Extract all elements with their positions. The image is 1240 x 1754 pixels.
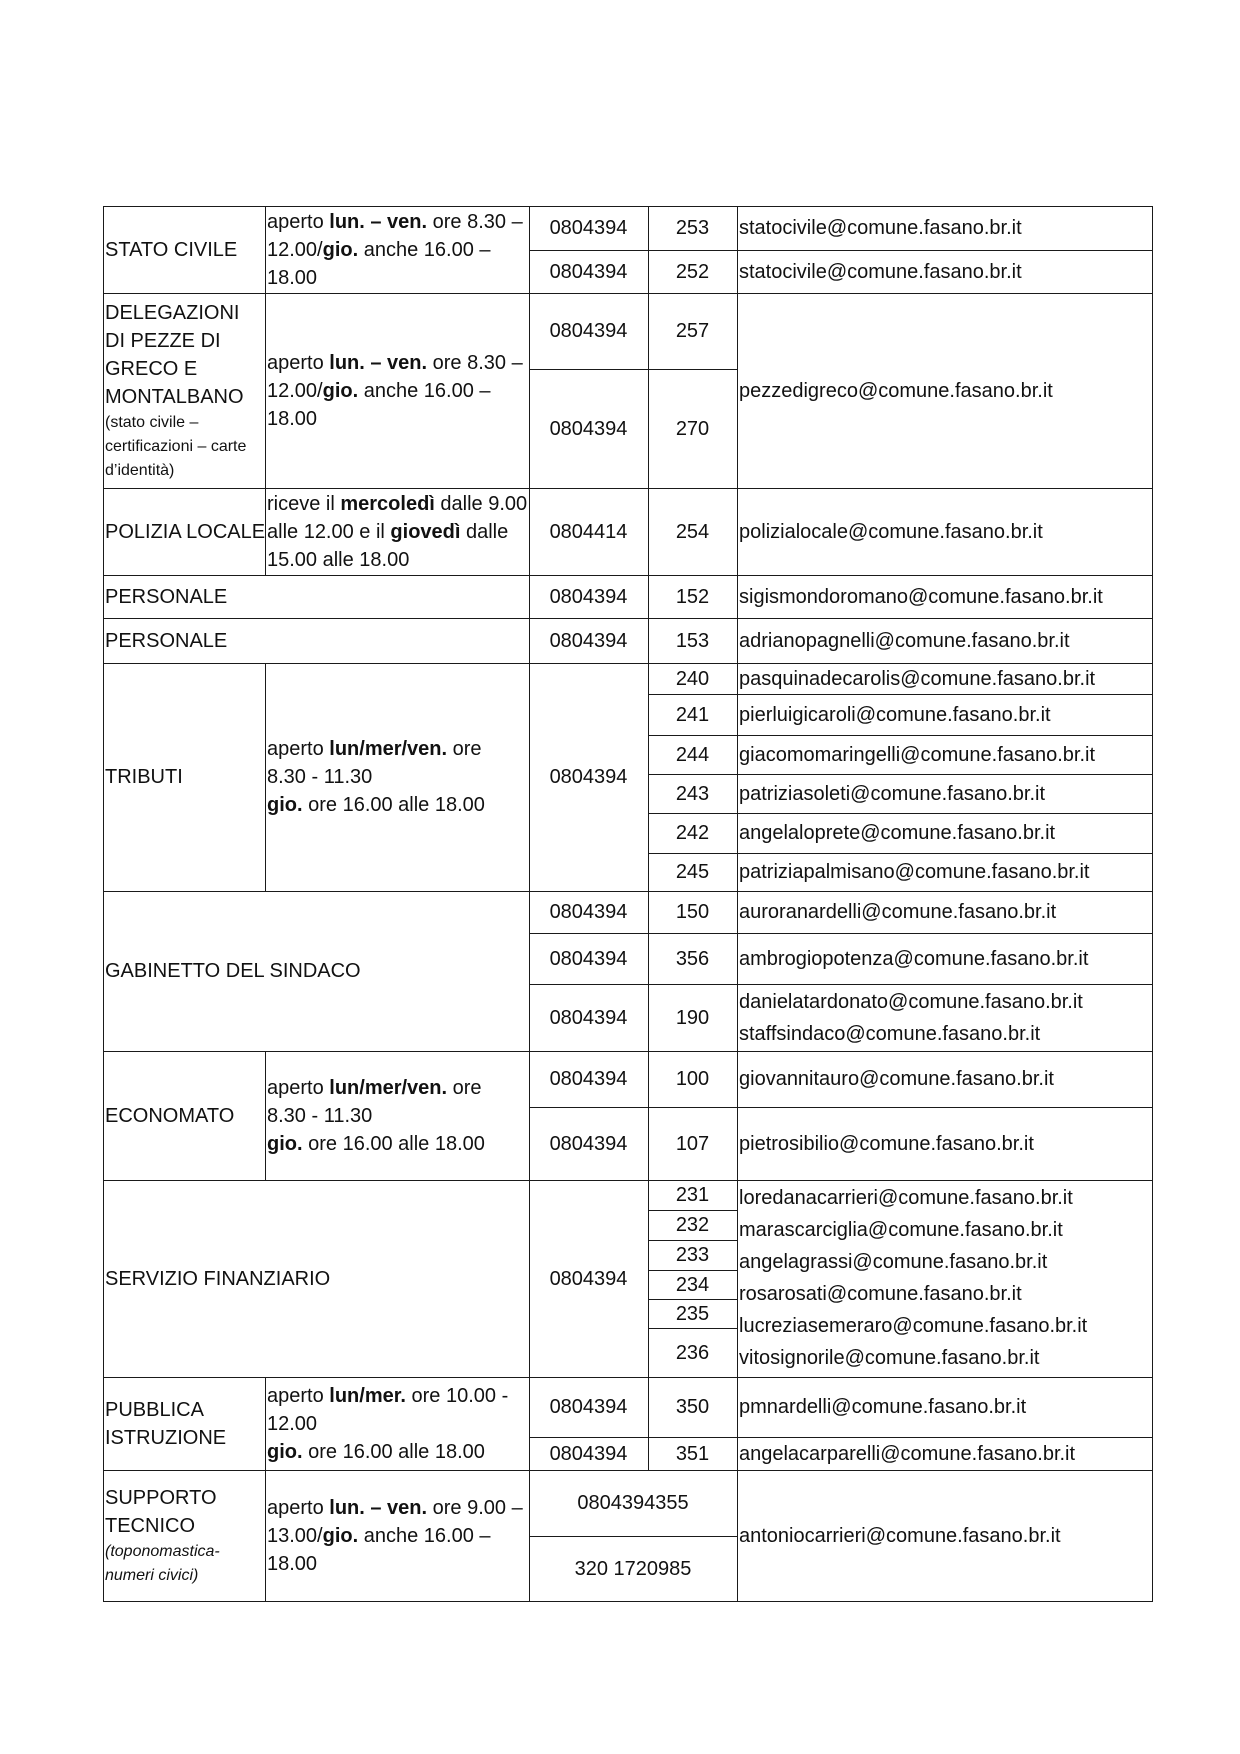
- email-address[interactable]: angelagrassi@comune.fasano.br.it: [739, 1251, 1048, 1273]
- phone-number: 0804394: [549, 1442, 628, 1465]
- office-note: (stato civile – certificazioni – carte d’identità): [105, 413, 247, 479]
- office-name: PERSONALE: [105, 629, 228, 652]
- hours-text: [267, 349, 529, 433]
- extension: 153: [675, 629, 710, 652]
- phone-number: 0804394: [549, 217, 628, 239]
- hours-text: [267, 1494, 529, 1578]
- hours-fragment: aperto: [267, 1384, 330, 1407]
- hours-line: 8.30 - 11.30: [267, 1104, 373, 1127]
- hours-fragment: aperto: [267, 1496, 330, 1519]
- hours-fragment: aperto: [267, 738, 330, 760]
- office-name-text: SUPPORTO TECNICO: [105, 1486, 217, 1537]
- extension: 244: [675, 743, 710, 766]
- phone-number: 0804394: [549, 417, 628, 440]
- phone-number: 0804394: [549, 585, 628, 608]
- office-name: PUBBLICA ISTRUZIONE: [105, 1398, 227, 1449]
- email-address[interactable]: statocivile@comune.fasano.br.it: [739, 260, 1022, 283]
- extension: 356: [675, 947, 710, 970]
- email-address[interactable]: pasquinadecarolis@comune.fasano.br.it: [739, 667, 1096, 690]
- email-address[interactable]: giacomomaringelli@comune.fasano.br.it: [739, 743, 1096, 766]
- extension: 236: [675, 1341, 710, 1364]
- email-address[interactable]: angelaloprete@comune.fasano.br.it: [739, 822, 1056, 844]
- phone-number: 0804394: [549, 947, 628, 970]
- hours-fragment: ore 9.00 – 13.00/: [267, 1496, 523, 1547]
- extension: 241: [675, 703, 710, 726]
- email-address[interactable]: danielatardonato@comune.fasano.br.it: [739, 990, 1083, 1013]
- hours-emphasis: lun/mer/ven.: [329, 1076, 448, 1099]
- extension: 235: [675, 1302, 710, 1325]
- hours-part: [267, 1385, 508, 1435]
- hours-fragment: ore: [447, 738, 482, 760]
- office-name: [103, 1470, 265, 1601]
- hours-fragment: aperto: [267, 210, 330, 233]
- hours-line: [267, 735, 482, 763]
- email-address[interactable]: angelacarparelli@comune.fasano.br.it: [739, 1442, 1076, 1465]
- office-name: STATO CIVILE: [105, 238, 238, 261]
- hours-text: [267, 1385, 508, 1435]
- hours-text: [267, 208, 529, 292]
- email-address[interactable]: pietrosibilio@comune.fasano.br.it: [739, 1132, 1034, 1155]
- extension: 242: [675, 822, 710, 844]
- phone-number: 0804414: [549, 520, 628, 543]
- hours-text: [267, 1441, 485, 1463]
- extension: 190: [675, 1006, 710, 1029]
- hours-emphasis: lun/mer/ven.: [329, 738, 448, 760]
- hours-emphasis: giovedì: [390, 520, 461, 543]
- hours-fragment: dalle 9.00 alle 12.00 e il: [267, 492, 528, 543]
- hours-emphasis: lun. – ven.: [329, 1496, 428, 1519]
- hours-fragment: ore 8.30 – 12.00/: [267, 351, 523, 402]
- hours-emphasis: gio.: [322, 238, 359, 261]
- email-address[interactable]: marascarciglia@comune.fasano.br.it: [739, 1219, 1063, 1241]
- extension: 351: [675, 1442, 710, 1465]
- opening-hours: [265, 663, 529, 891]
- email-address[interactable]: patriziapalmisano@comune.fasano.br.it: [739, 861, 1090, 883]
- table-border-bottom: [103, 1601, 1153, 1602]
- phone-number: 0804394: [549, 901, 628, 923]
- opening-hours: [265, 1377, 529, 1470]
- email-address[interactable]: loredanacarrieri@comune.fasano.br.it: [739, 1187, 1073, 1209]
- hours-fragment: anche 16.00 – 18.00: [267, 379, 491, 430]
- extension: 107: [675, 1132, 710, 1155]
- hours-emphasis: gio.: [267, 794, 303, 816]
- extension: 232: [675, 1214, 710, 1236]
- office-name: POLIZIA LOCALE: [105, 520, 265, 543]
- email-address[interactable]: adrianopagnelli@comune.fasano.br.it: [739, 629, 1070, 652]
- extension: 254: [675, 520, 710, 543]
- hours-fragment: aperto: [267, 1076, 330, 1099]
- extension: 234: [675, 1273, 710, 1296]
- hours-emphasis: lun/mer.: [329, 1384, 406, 1407]
- extension: 252: [675, 260, 710, 283]
- extension: 100: [675, 1068, 710, 1090]
- extension: 150: [675, 901, 710, 923]
- hours-line: [267, 1130, 485, 1158]
- opening-hours: [265, 488, 529, 575]
- office-name: PERSONALE: [105, 585, 228, 608]
- hours-emphasis: lun. – ven.: [329, 210, 428, 233]
- extension: 231: [675, 1184, 710, 1206]
- office-note: (toponomastica- numeri civici): [105, 1542, 220, 1584]
- email-address[interactable]: pezzedigreco@comune.fasano.br.it: [739, 379, 1053, 402]
- phone-number: 0804394: [549, 766, 628, 788]
- email-address[interactable]: vitosignorile@comune.fasano.br.it: [739, 1347, 1040, 1369]
- email-address[interactable]: auroranardelli@comune.fasano.br.it: [739, 901, 1057, 923]
- phone-number: 0804394: [549, 1006, 628, 1029]
- hours-line: 8.30 - 11.30: [267, 766, 373, 788]
- email-address[interactable]: pmnardelli@comune.fasano.br.it: [739, 1396, 1027, 1418]
- offices-table: [103, 206, 1153, 1602]
- phone-number: 0804394: [549, 1396, 628, 1418]
- phone-number: 0804394: [549, 629, 628, 652]
- hours-text: [267, 738, 482, 760]
- office-name-text: DELEGAZIONI DI PEZZE DI GRECO E MONTALBANO: [105, 301, 244, 408]
- extension: 240: [675, 667, 710, 690]
- hours-fragment: ore 8.30 – 12.00/: [267, 210, 523, 261]
- hours-line: [267, 1074, 482, 1102]
- opening-hours: [265, 293, 529, 488]
- office-name: TRIBUTI: [105, 766, 183, 788]
- hours-fragment: ore 10.00 - 12.00: [267, 1384, 509, 1435]
- hours-fragment: anche 16.00 – 18.00: [267, 238, 491, 289]
- hours-part: [267, 1441, 485, 1463]
- hours-emphasis: gio.: [322, 379, 359, 402]
- opening-hours: [265, 206, 529, 293]
- hours-text: [267, 794, 485, 816]
- phone-number: 0804394: [549, 1132, 628, 1155]
- hours-emphasis: gio.: [267, 1132, 303, 1155]
- extension: 350: [675, 1396, 710, 1418]
- phone-number: 0804394: [549, 320, 628, 342]
- hours-fragment: ore 16.00 alle 18.00: [302, 1440, 485, 1463]
- extension: 233: [675, 1244, 710, 1266]
- hours-fragment: dalle 15.00 alle 18.00: [267, 520, 509, 571]
- hours-text: [267, 1133, 485, 1155]
- hours-emphasis: gio.: [322, 1524, 359, 1547]
- extension: 257: [675, 320, 710, 342]
- hours-fragment: ore: [447, 1076, 482, 1099]
- email-address[interactable]: giovannitauro@comune.fasano.br.it: [739, 1068, 1054, 1090]
- phone-number: 0804394: [549, 260, 628, 283]
- phone-number: 0804394: [549, 1068, 628, 1090]
- hours-fragment: ore 16.00 alle 18.00: [302, 1132, 485, 1155]
- opening-hours: [265, 1051, 529, 1180]
- opening-hours: [265, 1470, 529, 1601]
- hours-emphasis: gio.: [267, 1440, 303, 1463]
- hours-fragment: anche 16.00 – 18.00: [267, 1524, 491, 1575]
- extension: 243: [675, 782, 710, 805]
- phone-number: 0804394355: [577, 1492, 689, 1514]
- hours-line: [267, 791, 485, 819]
- extension: 253: [675, 217, 710, 239]
- hours-fragment: ore 16.00 alle 18.00: [302, 794, 485, 816]
- email-address[interactable]: sigismondoromano@comune.fasano.br.it: [739, 585, 1103, 608]
- hours-text: [267, 490, 529, 574]
- office-name: [103, 293, 265, 488]
- email-address[interactable]: lucreziasemeraro@comune.fasano.br.it: [739, 1315, 1088, 1337]
- hours-emphasis: mercoledì: [340, 492, 435, 515]
- email-address[interactable]: polizialocale@comune.fasano.br.it: [739, 520, 1043, 543]
- mobile-number: 320 1720985: [574, 1557, 692, 1580]
- email-address[interactable]: rosarosati@comune.fasano.br.it: [739, 1283, 1022, 1305]
- hours-emphasis: lun. – ven.: [329, 351, 428, 374]
- office-name: ECONOMATO: [105, 1104, 235, 1127]
- hours-fragment: aperto: [267, 351, 330, 374]
- hours-line: [267, 1382, 529, 1466]
- email-address[interactable]: patriziasoleti@comune.fasano.br.it: [739, 782, 1046, 805]
- office-name: GABINETTO DEL SINDACO: [105, 960, 361, 982]
- email-address[interactable]: ambrogiopotenza@comune.fasano.br.it: [739, 947, 1089, 970]
- extension: 245: [675, 861, 710, 883]
- email-address[interactable]: pierluigicaroli@comune.fasano.br.it: [739, 703, 1051, 726]
- extension: 270: [675, 417, 710, 440]
- email-address[interactable]: antoniocarrieri@comune.fasano.br.it: [739, 1524, 1061, 1547]
- phone-number: 0804394: [549, 1267, 628, 1290]
- table-border-right: [1152, 206, 1153, 1602]
- hours-text: [267, 1077, 482, 1099]
- email-address[interactable]: staffsindaco@comune.fasano.br.it: [739, 1022, 1041, 1045]
- hours-fragment: riceve il: [267, 492, 341, 515]
- extension: 152: [675, 585, 710, 608]
- email-group: [737, 984, 1152, 1051]
- office-name: SERVIZIO FINANZIARIO: [105, 1267, 331, 1290]
- email-address[interactable]: statocivile@comune.fasano.br.it: [739, 217, 1022, 239]
